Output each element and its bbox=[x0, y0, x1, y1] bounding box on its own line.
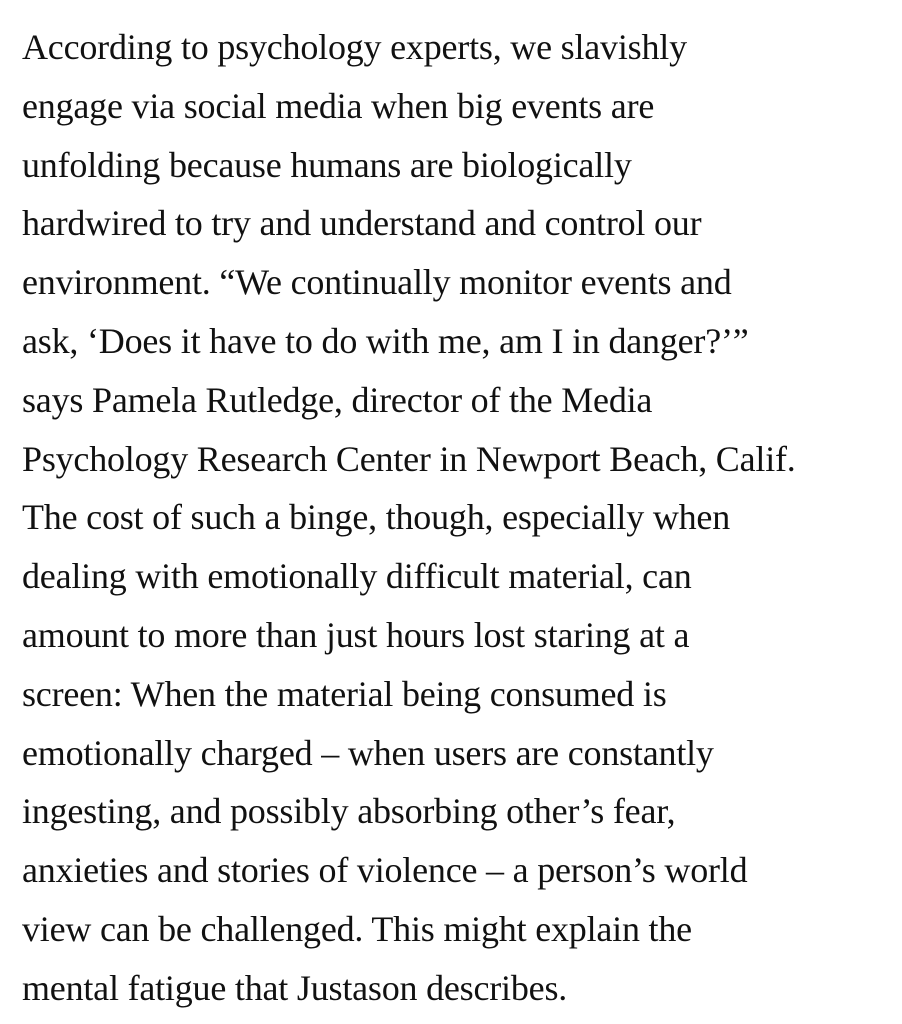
article-paragraph bbox=[22, 18, 892, 1018]
text-line: engage via social media when big events are bbox=[22, 85, 655, 126]
text-line: screen: When the material being consumed is bbox=[22, 673, 667, 714]
text-line: According to psychology experts, we slavishly bbox=[22, 27, 687, 67]
text-line: says Pamela Rutledge, director of the Media bbox=[22, 379, 653, 420]
text-line: environment. “We continually monitor events and bbox=[22, 262, 732, 303]
text-line: Psychology Research Center in Newport Beach, Calif. bbox=[22, 438, 796, 479]
text-line: hardwired to try and understand and control our bbox=[22, 203, 702, 244]
text-line: ingesting, and possibly absorbing other’s fear, bbox=[22, 791, 676, 832]
text-line: ask, ‘Does it have to do with me, am I in danger?’” bbox=[22, 320, 749, 361]
text-line: view can be challenged. This might explain the bbox=[22, 908, 692, 949]
text-line: dealing with emotionally difficult material, can bbox=[22, 556, 692, 597]
text-line: The cost of such a binge, though, especially when bbox=[22, 497, 731, 538]
text-line: unfolding because humans are biologically bbox=[22, 144, 632, 185]
text-line: amount to more than just hours lost staring at a bbox=[22, 614, 690, 655]
text-line: emotionally charged – when users are constantly bbox=[22, 732, 714, 773]
text-line: anxieties and stories of violence – a person’s world bbox=[22, 850, 748, 891]
text-line: mental fatigue that Justason describes. bbox=[22, 967, 568, 1008]
